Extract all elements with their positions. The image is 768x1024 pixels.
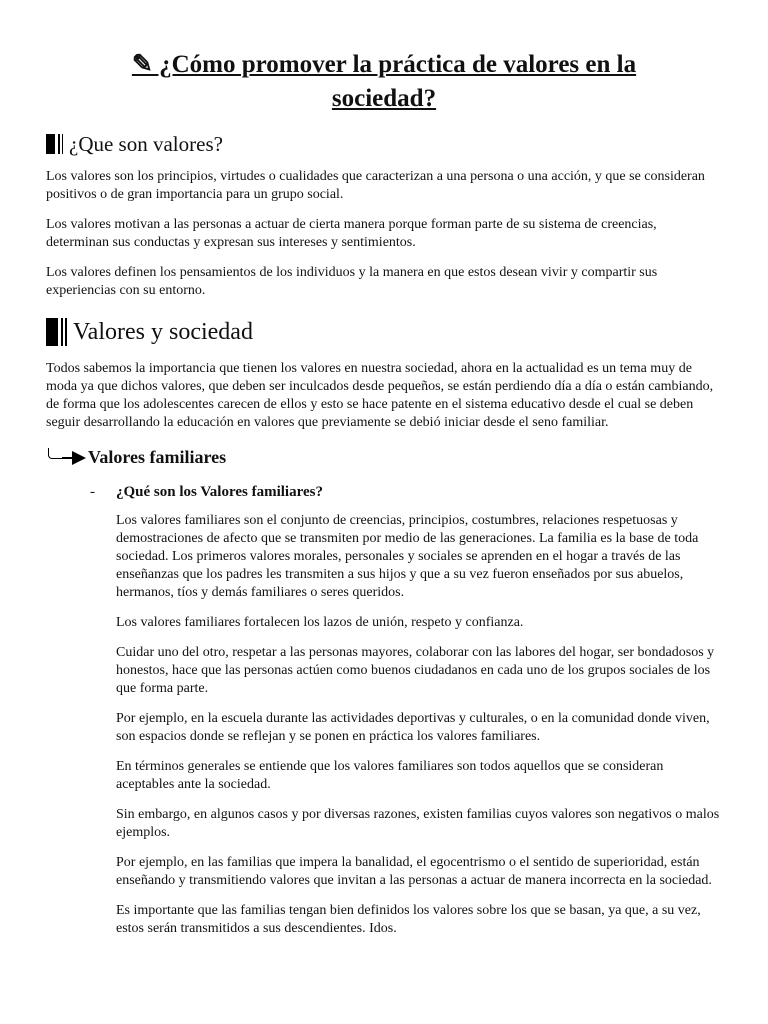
paragraph: Es importante que las familias tengan bien definidos los valores sobre los que se basan, ya que, a su vez, estos serán transmitidos a sus descendientes. Idos. <box>116 903 701 936</box>
paragraph: Sin embargo, en algunos casos y por diversas razones, existen familias cuyos valores son negativos o malos ejemplos. <box>116 807 720 840</box>
paragraph: Los valores familiares fortalecen los lazos de unión, respeto y confianza. <box>116 615 524 630</box>
paragraph: Por ejemplo, en las familias que impera la banalidad, el egocentrismo o el sentido de superioridad, están enseñando y transmitiendo valores que invitan a las personas a actuar de manera incorrecta en la sociedad. <box>116 855 712 888</box>
title-line-2: sociedad? <box>331 85 437 112</box>
heading-text: Valores familiares <box>88 447 227 467</box>
paragraph: Los valores definen los pensamientos de los individuos y la manera en que estos desean vivir y compartir sus experiencias con su entorno. <box>46 265 658 298</box>
bar-icon <box>46 318 67 346</box>
bullet-dash: - <box>90 484 95 500</box>
title-line-1: ✎ ¿Cómo promover la práctica de valores en la <box>131 51 637 78</box>
page-title <box>46 48 722 116</box>
paragraph: Los valores motivan a las personas a actuar de cierta manera porque forman parte de su sistema de creencias, determinan sus conductas y expresan sus intereses y sentimientos. <box>46 217 657 250</box>
paragraph: En términos generales se entiende que los valores familiares son todos aquellos que se consideran aceptables ante la sociedad. <box>116 759 664 792</box>
heading-text: Valores y sociedad <box>73 319 253 345</box>
bar-icon <box>46 134 63 154</box>
paragraph: Por ejemplo, en la escuela durante las actividades deportivas y culturales, o en la comunidad donde viven, son espacios donde se reflejan y se ponen en práctica los valores familiares. <box>116 711 710 744</box>
indented-block <box>116 512 722 938</box>
paragraph: Los valores familiares son el conjunto de creencias, principios, costumbres, relaciones respetuosas y demostraciones de afecto que se transmiten por medio de las generaciones. La familia es la base de toda sociedad. Los primeros valores morales, personales y sociales se aprenden en el hogar a través de las enseñanzas que los padres les transmiten a sus hijos y que a su vez fueron enseñados por sus abuelos, hermanos, tíos y demás familiares o seres queridos. <box>116 513 699 600</box>
paragraph: Los valores son los principios, virtudes o cualidades que caracterizan a una persona o una acción, y que se consideran positivos o de gran importancia para un grupo social. <box>46 169 705 202</box>
heading-text: ¿Que son valores? <box>69 132 223 156</box>
heading-valores-familiares <box>46 446 722 468</box>
bullet-text: ¿Qué son los Valores familiares? <box>116 484 323 500</box>
heading-que-son-valores <box>46 130 722 158</box>
heading-valores-y-sociedad <box>46 316 722 348</box>
paragraph: Cuidar uno del otro, respetar a las personas mayores, colaborar con las labores del hogar, ser bondadosos y honestos, hace que las personas actúen como buenos ciudadanos en cada uno de los grupos sociales de los que forma parte. <box>116 645 715 696</box>
paragraph: Todos sabemos la importancia que tienen los valores en nuestra sociedad, ahora en la actualidad es un tema muy de moda ya que dichos valores, que deben ser inculcados desde pequeños, se están perdiendo día a día o están cambiando, de forma que los adolescentes carecen de ellos y esto se hace patente en el sistema educativo desde el cual se deben seguir desarrollando la educación en valores que previamente se debió iniciar desde el seno familiar. <box>46 361 714 430</box>
arrow-icon <box>46 447 86 467</box>
bullet-item <box>90 482 722 502</box>
